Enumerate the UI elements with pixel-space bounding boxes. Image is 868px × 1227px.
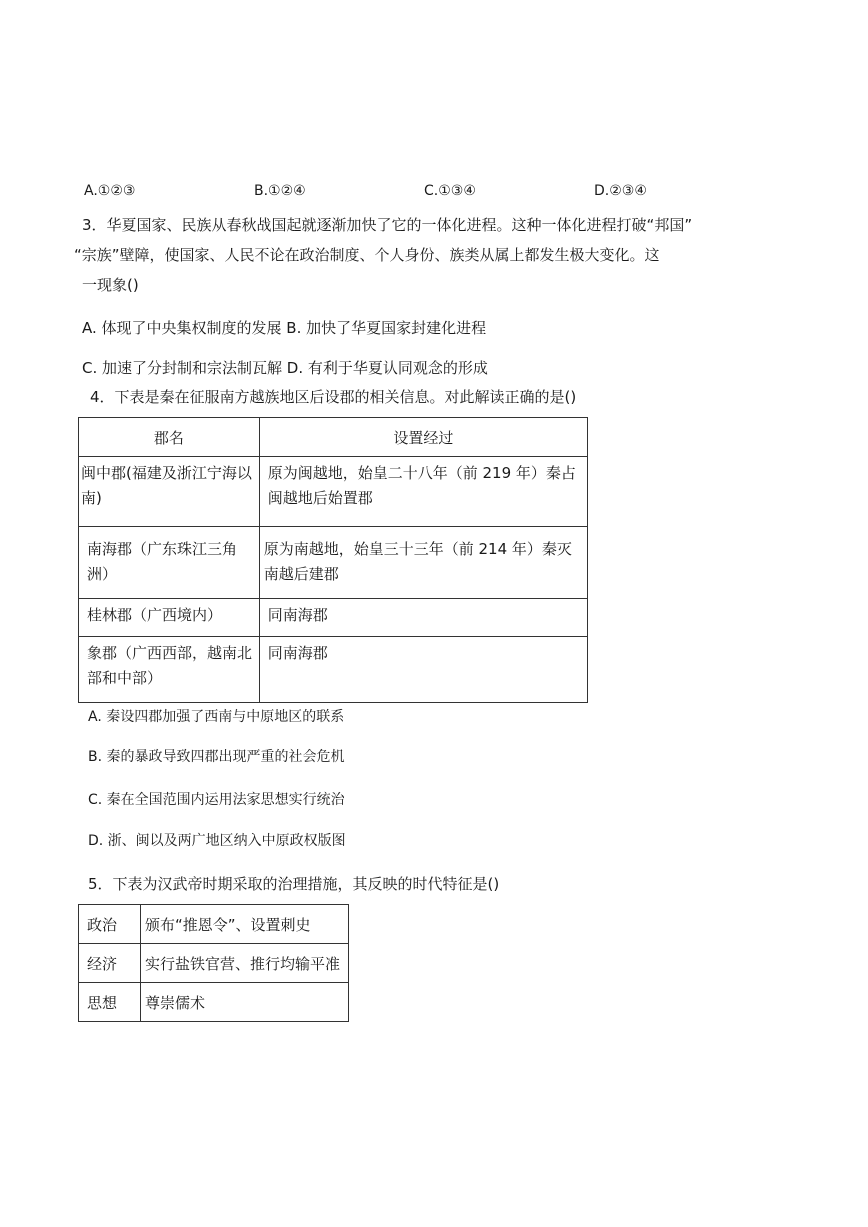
table-cell-measure: 实行盐铁官营、推行均输平准 [140,944,348,983]
q2-option-c: C.①③④ [424,183,476,199]
table-cell-category: 政治 [79,905,141,944]
q3-stem-line-2: “宗族”壁障，使国家、人民不论在政治制度、个人身份、族类从属上都发生极大变化。这 [74,246,660,264]
q4-option-d: D. 浙、闽以及两广地区纳入中原政权版图 [88,833,346,849]
q3-options-line-2: C. 加速了分封制和宗法制瓦解 D. 有利于华夏认同观念的形成 [82,359,488,377]
q3-stem-line-1: 3．华夏国家、民族从春秋战国起就逐渐加快了它的一体化进程。这种一体化进程打破“邦国” [82,216,693,234]
q5-table [78,904,349,1022]
table-row [79,637,588,703]
table-cell-category: 经济 [79,944,141,983]
table-cell-name: 闽中郡(福建及浙江宁海以南) [79,457,260,527]
table-row [79,599,588,637]
table-cell-category: 思想 [79,983,141,1022]
q4-option-b: B. 秦的暴政导致四郡出现严重的社会危机 [88,749,345,765]
table-cell-process: 同南海郡 [259,637,587,703]
table-row [79,983,349,1022]
q5-stem: 5．下表为汉武帝时期采取的治理措施，其反映的时代特征是() [88,875,500,893]
q4-stem: 4．下表是秦在征服南方越族地区后设郡的相关信息。对此解读正确的是() [90,388,577,406]
table-cell-measure: 尊崇儒术 [140,983,348,1022]
table-cell-name: 象郡（广西西部，越南北部和中部） [79,637,260,703]
q4-option-a: A. 秦设四郡加强了西南与中原地区的联系 [88,709,345,725]
q4-table [78,417,588,703]
table-cell-name: 南海郡（广东珠江三角洲） [79,527,260,599]
table-row [79,527,588,599]
q2-option-a: A.①②③ [84,183,136,199]
q3-options-line-1: A. 体现了中央集权制度的发展 B. 加快了华夏国家封建化进程 [82,319,487,337]
table-row [79,944,349,983]
table-cell-process: 同南海郡 [259,599,587,637]
q2-option-b: B.①②④ [254,183,306,199]
table-row [79,905,349,944]
table-cell-measure: 颁布“推恩令”、设置刺史 [140,905,348,944]
table-header-row [79,418,588,457]
table-row [79,457,588,527]
table-cell-process: 原为南越地，始皇三十三年（前 214 年）秦灭南越后建郡 [259,527,587,599]
table-header-process: 设置经过 [259,418,587,457]
q3-stem-line-3: 一现象() [82,276,139,294]
table-cell-name: 桂林郡（广西境内） [79,599,260,637]
table-cell-process: 原为闽越地，始皇二十八年（前 219 年）秦占闽越地后始置郡 [259,457,587,527]
table-header-name: 郡名 [79,418,260,457]
q2-option-d: D.②③④ [594,183,647,199]
q4-option-c: C. 秦在全国范围内运用法家思想实行统治 [88,792,345,808]
